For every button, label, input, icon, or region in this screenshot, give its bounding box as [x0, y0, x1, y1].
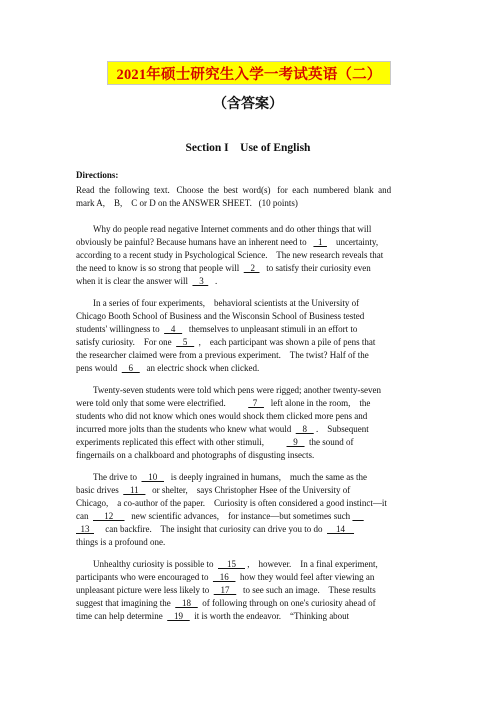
text-run: the need to know is so strong that people will — [76, 263, 244, 273]
text-run: obviously be painful? Because humans have an inherent need to — [76, 237, 314, 247]
text-line — [76, 598, 376, 609]
text-line — [76, 411, 367, 422]
text-run: new scientific advances, for instance—but sometimes such — [124, 511, 353, 521]
text-run: fingernails on a chalkboard and photographs of disgusting insects. — [76, 450, 315, 460]
text-run: time can help determine — [76, 611, 168, 621]
text-run: the sound of — [304, 437, 354, 447]
text-line — [76, 324, 357, 335]
text-line — [76, 398, 370, 409]
text-line — [76, 250, 383, 261]
answer-blank: 19 — [167, 611, 190, 621]
answer-blank: 11 — [123, 485, 146, 495]
document-title: 2021年硕士研究生入学一考试英语（二） — [116, 66, 382, 83]
answer-blank: 13 — [76, 524, 94, 534]
text-run: or shelter, says Christopher Hsee of the University of — [145, 485, 351, 495]
text-run: it is worth the endeavor. “Thinking about — [189, 611, 350, 621]
text-run: left alone in the room, the — [263, 398, 371, 408]
text-run: pens would — [76, 363, 122, 373]
text-line — [76, 185, 420, 196]
answer-blank: 8 — [295, 424, 314, 434]
answer-blank: 5 — [176, 337, 195, 347]
text-run: , each participant was shown a pile of pens that — [194, 337, 376, 347]
text-line — [76, 237, 378, 248]
text-line — [76, 311, 364, 322]
text-line — [76, 263, 371, 274]
text-run: . Subsequent — [313, 424, 369, 434]
answer-blank: 1 — [313, 237, 327, 247]
text-line — [76, 350, 369, 361]
text-line — [93, 472, 367, 483]
text-run: Why do people read negative Internet comments and do other things that will — [93, 224, 372, 234]
text-line — [76, 537, 165, 548]
text-line — [76, 198, 298, 209]
text-run: to see such an image. These results — [236, 585, 376, 595]
answer-blank: 12 — [93, 511, 125, 521]
text-run: suggest that imagining the — [76, 598, 176, 608]
text-run: of following through on one's curiosity ahead of — [197, 598, 376, 608]
text-line — [76, 337, 375, 348]
answer-blank: 14 — [327, 524, 355, 534]
text-run: students who did not know which ones would shock them clicked more pens and — [76, 411, 368, 421]
text-line — [76, 498, 387, 509]
text-line — [76, 585, 376, 596]
text-run: uncertainty, — [326, 237, 379, 247]
answer-blank: 15 — [218, 559, 245, 569]
text-line — [93, 298, 359, 309]
text-line — [76, 611, 349, 622]
text-run: incurred more jolts than the students who knew what would — [76, 424, 296, 434]
text-run: In a series of four experiments, behavioral scientists at the University of — [93, 298, 360, 308]
text-run: according to a recent study in Psychological Science. The new research reveals that — [76, 250, 384, 260]
text-line — [76, 485, 350, 496]
answer-blank: 7 — [248, 398, 264, 408]
answer-blank — [352, 511, 363, 521]
text-run: is deeply ingrained in humans, much the same as the — [164, 472, 367, 482]
text-run: satisfy curiosity. For one — [76, 337, 177, 347]
directions-label: Directions: — [76, 170, 119, 180]
text-line — [93, 559, 378, 570]
text-run: unpleasant picture were less likely to — [76, 585, 214, 595]
text-line — [76, 276, 217, 287]
answer-blank: 16 — [212, 572, 236, 582]
document-subtitle: （含答案） — [213, 97, 283, 112]
text-line — [93, 224, 371, 235]
text-run: Chicago Booth School of Business and the Wisconsin School of Business tested — [76, 311, 365, 321]
text-line — [76, 363, 259, 374]
text-line — [93, 385, 381, 396]
text-run: Twenty-seven students were told which pens were rigged; another twenty-seven — [93, 385, 382, 395]
text-run: things is a profound one. — [76, 537, 166, 547]
answer-blank: 9 — [286, 437, 305, 447]
text-run: students' willingness to — [76, 324, 165, 334]
text-run: the researcher claimed were from a previous experiment. The twist? Half of the — [76, 350, 369, 360]
section-title: Section I Use of English — [185, 142, 311, 154]
text-run: Read the following text. Choose the best word(s) for each numbered blank and — [76, 185, 392, 195]
text-run: participants who were encouraged to — [76, 572, 213, 582]
text-run: to satisfy their curiosity even — [259, 263, 371, 273]
answer-blank: 6 — [121, 363, 140, 373]
text-line — [76, 524, 354, 535]
text-run: how they would feel after viewing an — [235, 572, 375, 582]
title-highlight — [107, 61, 391, 85]
text-run: experiments replicated this effect with other stimuli, — [76, 437, 287, 447]
text-line — [76, 450, 314, 461]
text-line — [76, 572, 374, 583]
text-run: an electric shock when clicked. — [139, 363, 260, 373]
text-run: Chicago, a co-author of the paper. Curiosity is often considered a good instinct—it — [76, 498, 387, 508]
text-run: when it is clear the answer will — [76, 276, 193, 286]
text-run: The drive to — [93, 472, 142, 482]
text-run: were told only that some were electrified. — [76, 398, 249, 408]
text-run: Unhealthy curiosity is possible to — [93, 559, 218, 569]
answer-blank: 18 — [175, 598, 198, 608]
text-run: basic drives — [76, 485, 124, 495]
answer-blank: 2 — [243, 263, 260, 273]
text-run: can backfire. The insight that curiosity can drive you to do — [94, 524, 328, 534]
text-run: mark A, B, C or D on the ANSWER SHEET. (10 points) — [76, 198, 298, 208]
text-run: , however. In a final experiment, — [245, 559, 378, 569]
text-run: . — [208, 276, 218, 286]
text-line — [76, 511, 364, 522]
text-run: themselves to unpleasant stimuli in an effort to — [182, 324, 358, 334]
text-line — [76, 437, 354, 448]
answer-blank: 10 — [141, 472, 164, 482]
answer-blank: 4 — [164, 324, 183, 334]
text-line — [76, 424, 369, 435]
answer-blank: 17 — [213, 585, 237, 595]
text-run: can — [76, 511, 93, 521]
answer-blank: 3 — [192, 276, 209, 286]
